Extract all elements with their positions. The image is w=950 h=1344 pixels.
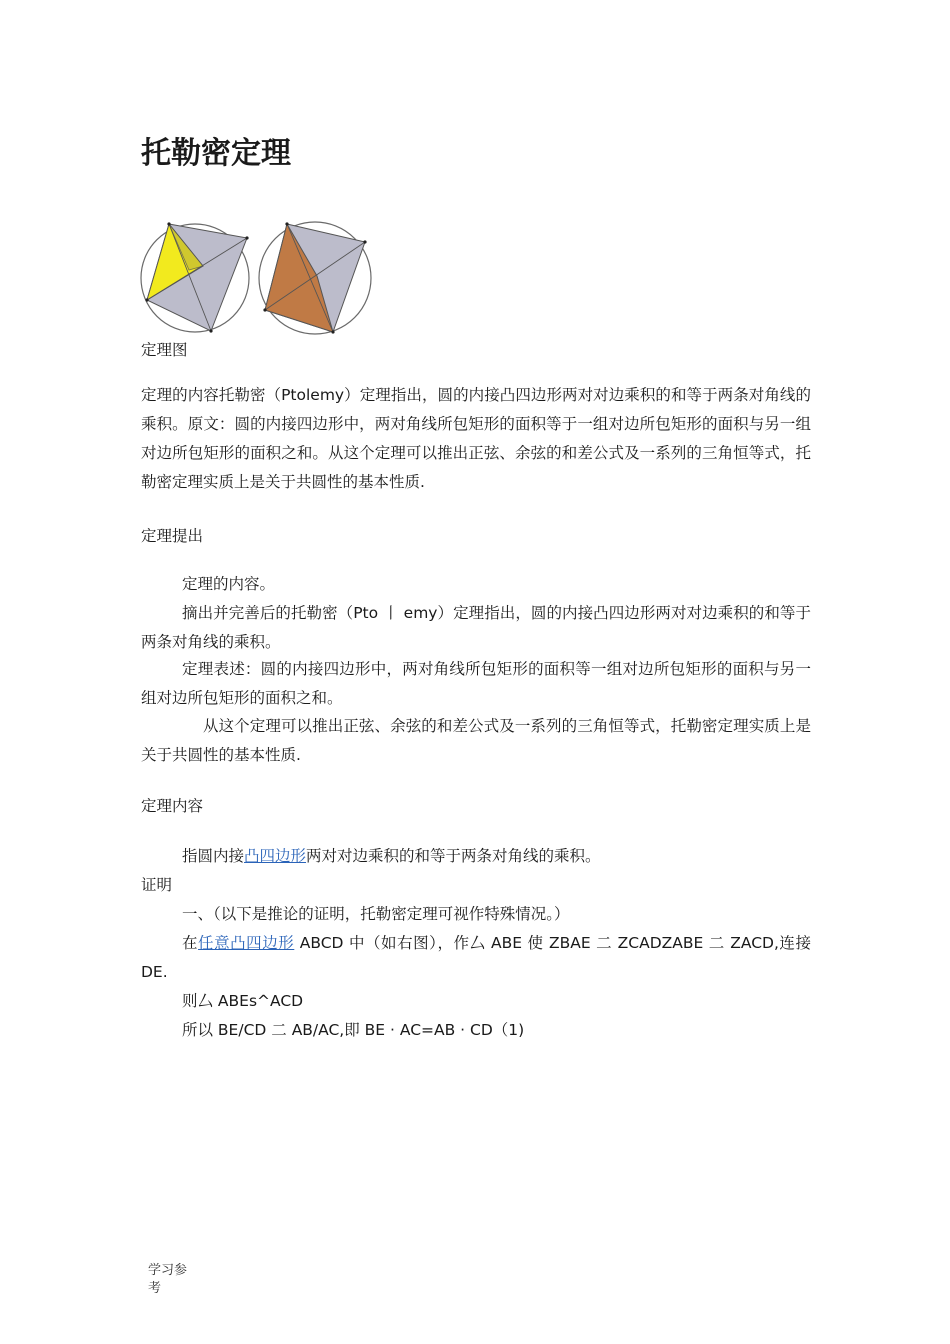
- right-diagram: [259, 222, 371, 334]
- page-title: 托勒密定理: [141, 136, 291, 171]
- footer-line-2: 考: [148, 1281, 162, 1296]
- arbitrary-convex-quadrilateral-link[interactable]: 任意凸四边形: [198, 934, 295, 952]
- intro-paragraph: 定理的内容托勒密（Ptolemy）定理指出，圆的内接凸四边形两对对边乘积的和等于两条对角线的乘积。原文：圆的内接四边形中，两对角线所包矩形的面积等于一组对边所包矩形的面积与另一组对边所包矩形的面积之和。从这个定理可以推出正弦、余弦的和差公式及一系列的三角恒等式，托勒密定理实质上是关于共圆性的基本性质.: [141, 386, 811, 491]
- section-heading-proposal: 定理提出: [141, 527, 204, 545]
- proof-heading: 证明: [141, 876, 173, 894]
- figure-caption: 定理图: [141, 341, 188, 359]
- proof-line-4: 所以 BE/CD 二 AB/AC,即 BE · AC=AB · CD（1): [182, 1021, 525, 1039]
- proposal-paragraph-2: 摘出并完善后的托勒密（Pto 丨 emy）定理指出，圆的内接凸四边形两对对边乘积的和等于两条对角线的乘积。: [141, 604, 811, 651]
- proof-line-1: 一、（以下是推论的证明，托勒密定理可视作特殊情况。）: [182, 905, 570, 923]
- proposal-line-1: 定理的内容。: [182, 575, 276, 593]
- proof-line-2-suffix: ABCD 中（如右图），作厶 ABE 使 ZBAE 二 ZCADZABE 二 ZACD,连接 DE.: [141, 934, 811, 981]
- proposal-paragraph-3: 定理表述：圆的内接四边形中，两对角线所包矩形的面积等一组对边所包矩形的面积与另一组对边所包矩形的面积之和。: [141, 660, 811, 707]
- content-suffix: 两对对边乘积的和等于两条对角线的乘积。: [306, 847, 601, 865]
- proof-line-3: 则厶 ABEs^ACD: [182, 992, 304, 1010]
- proposal-paragraph-4: 从这个定理可以推出正弦、余弦的和差公式及一系列的三角恒等式，托勒密定理实质上是关于共圆性的基本性质.: [141, 717, 811, 764]
- content-prefix: 指圆内接: [182, 847, 245, 865]
- left-diagram: [141, 222, 249, 332]
- content-line: [182, 842, 601, 871]
- theorem-figure: [139, 214, 375, 338]
- proof-line-2: [141, 929, 811, 987]
- proof-line-2-prefix: 在: [182, 934, 199, 952]
- page-footer: [148, 1262, 187, 1298]
- convex-quadrilateral-link[interactable]: 凸四边形: [244, 847, 307, 865]
- footer-line-1: 学习参: [148, 1263, 188, 1278]
- section-heading-content: 定理内容: [141, 797, 204, 815]
